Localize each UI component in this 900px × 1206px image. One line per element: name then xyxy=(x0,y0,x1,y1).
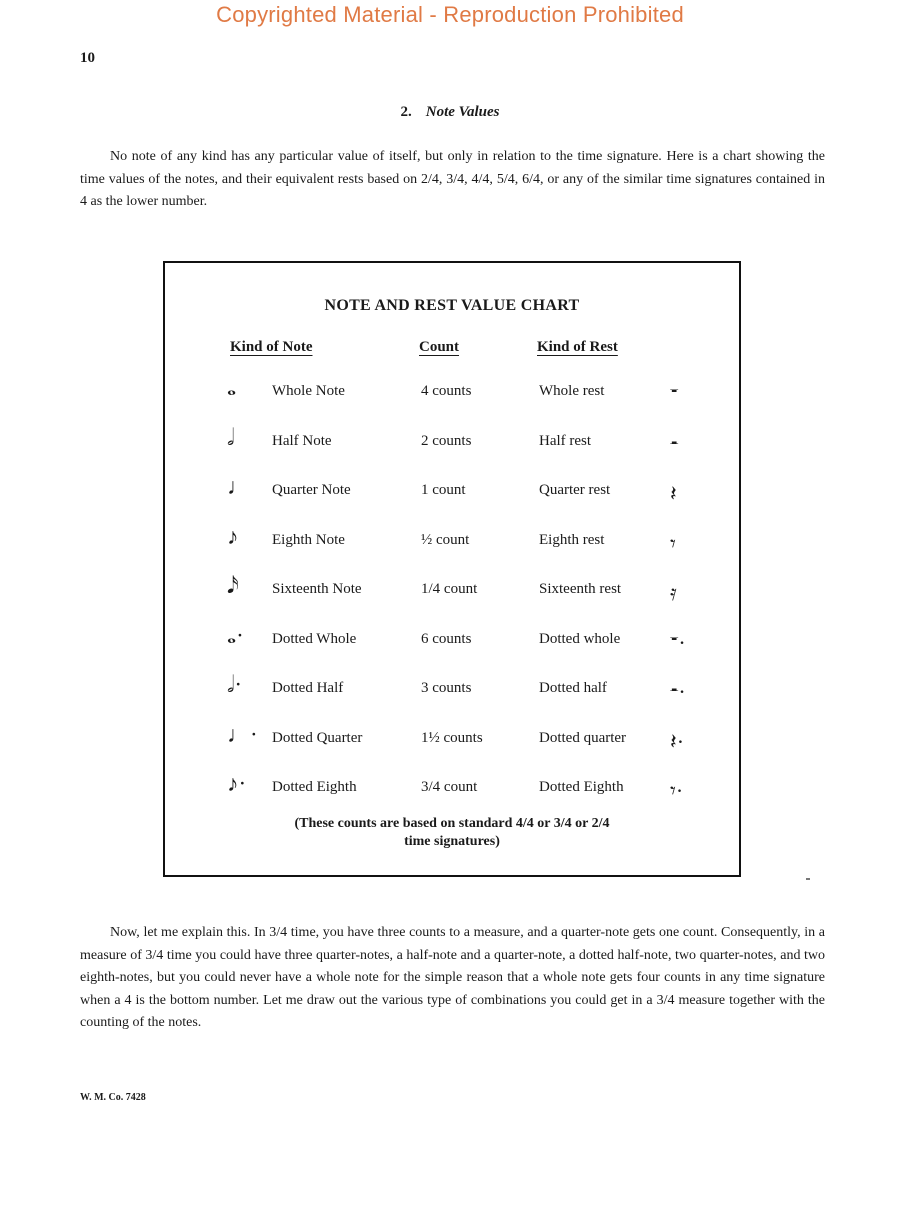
note-count: 3/4 count xyxy=(421,779,478,795)
half-rest-icon: 𝄼 xyxy=(670,431,679,457)
section-title xyxy=(0,104,900,121)
note-count: 3 counts xyxy=(421,680,472,696)
copyright-watermark: Copyrighted Material - Reproduction Prohibited xyxy=(216,2,684,27)
rest-name: Dotted half xyxy=(539,680,607,696)
explanation-paragraph xyxy=(80,922,825,1035)
intro-paragraph-text: No note of any kind has any particular value of itself, but only in relation to the time signature. Here is a chart showing the time values of the notes, and their equivalent rests based on 2/4, 3/4, 4/4, 5/4, 6/4, or any of the similar time signatures contained in 4 as the lower number. xyxy=(80,149,825,209)
page-number: 10 xyxy=(80,50,95,66)
scan-speck xyxy=(806,878,810,880)
dotted-half-rest-icon: 𝄼· xyxy=(670,679,686,704)
quarter-rest-icon: 𝄽 xyxy=(670,481,677,506)
chart-footnote-line-1: (These counts are based on standard 4/4 or 3/4 or 2/4 xyxy=(294,816,610,831)
chart-row xyxy=(165,523,739,556)
note-count: 2 counts xyxy=(421,432,472,449)
note-name: Half Note xyxy=(272,432,332,449)
note-name: Dotted Eighth xyxy=(272,779,357,795)
sixteenth-note-icon: 𝅘𝅥𝅯 xyxy=(227,573,239,598)
explanation-paragraph-text: Now, let me explain this. In 3/4 time, you have three counts to a measure, and a quarter-note gets one count. Consequently, in a measure of 3/4 time you could have three quarter-notes, a half-note and a quarter-note, a dotted half-note, two quarter-notes, and two eighth-notes, but you could never have a whole note for the simple reason that a whole note gets four counts in any time signature when a 4 is the bottom number. Let me draw out the various type of combinations you could get in a 3/4 measure together with the counting of the notes. xyxy=(80,925,825,1030)
sixteenth-rest-icon: 𝄿 xyxy=(670,580,677,605)
quarter-note-icon: ♩ xyxy=(227,474,250,499)
eighth-note-icon: ♪ xyxy=(227,523,239,549)
rest-name: Dotted quarter xyxy=(539,729,627,746)
chart-footnote xyxy=(165,815,739,851)
dotted-eighth-rest-icon: 𝄾· xyxy=(670,778,684,803)
note-count: 6 counts xyxy=(421,630,472,647)
note-count: 1 count xyxy=(421,482,466,498)
note-count: ½ count xyxy=(421,531,470,548)
note-name: Dotted Quarter xyxy=(272,729,363,746)
note-count: 4 counts xyxy=(421,383,472,399)
rest-name: Dotted Eighth xyxy=(539,779,624,795)
dotted-whole-note-icon: 𝅝· xyxy=(227,622,244,648)
note-count: 1/4 count xyxy=(421,581,478,597)
note-name: Whole Note xyxy=(272,383,345,399)
header-kind-of-note: Kind of Note xyxy=(230,339,313,355)
whole-note-icon: 𝅝 xyxy=(227,375,237,400)
rest-name: Whole rest xyxy=(539,383,605,399)
chart-row xyxy=(165,424,739,457)
section-number: 2. xyxy=(400,104,412,120)
intro-paragraph xyxy=(80,146,825,214)
half-note-icon: 𝅗𝅥 xyxy=(227,424,235,450)
note-name: Sixteenth Note xyxy=(272,581,362,597)
dotted-eighth-note-icon: ♪· xyxy=(227,771,247,796)
chart-footnote-line-2: time signatures) xyxy=(404,834,500,849)
note-name: Dotted Half xyxy=(272,680,344,696)
section-title-text: Note Values xyxy=(425,104,500,120)
header-kind-of-rest: Kind of Rest xyxy=(537,339,618,355)
rest-name: Half rest xyxy=(539,432,592,449)
chart-row xyxy=(165,622,739,655)
dotted-quarter-rest-icon: 𝄽· xyxy=(670,728,685,754)
publisher-code: W. M. Co. 7428 xyxy=(80,1092,146,1103)
chart-row xyxy=(165,674,739,704)
whole-rest-icon: 𝄻 xyxy=(670,382,679,407)
chart-title: NOTE AND REST VALUE CHART xyxy=(324,297,580,314)
chart-row xyxy=(165,575,739,605)
dotted-quarter-note-icon: ♩· xyxy=(227,721,258,747)
note-count: 1½ counts xyxy=(421,729,483,746)
eighth-rest-icon: 𝄾 xyxy=(670,530,676,556)
rest-name: Dotted whole xyxy=(539,630,621,647)
note-name: Eighth Note xyxy=(272,531,345,548)
chart-row xyxy=(165,377,739,407)
rest-name: Eighth rest xyxy=(539,531,605,548)
note-rest-value-chart xyxy=(163,261,741,877)
note-name: Dotted Whole xyxy=(272,630,357,647)
dotted-half-note-icon: 𝅗𝅥· xyxy=(227,672,242,697)
note-name: Quarter Note xyxy=(272,482,351,498)
dotted-whole-rest-icon: 𝄻· xyxy=(670,629,686,655)
chart-row xyxy=(165,476,739,506)
rest-name: Sixteenth rest xyxy=(539,581,622,597)
rest-name: Quarter rest xyxy=(539,482,611,498)
chart-row xyxy=(165,721,739,754)
chart-row xyxy=(165,773,739,803)
header-count: Count xyxy=(419,339,460,355)
